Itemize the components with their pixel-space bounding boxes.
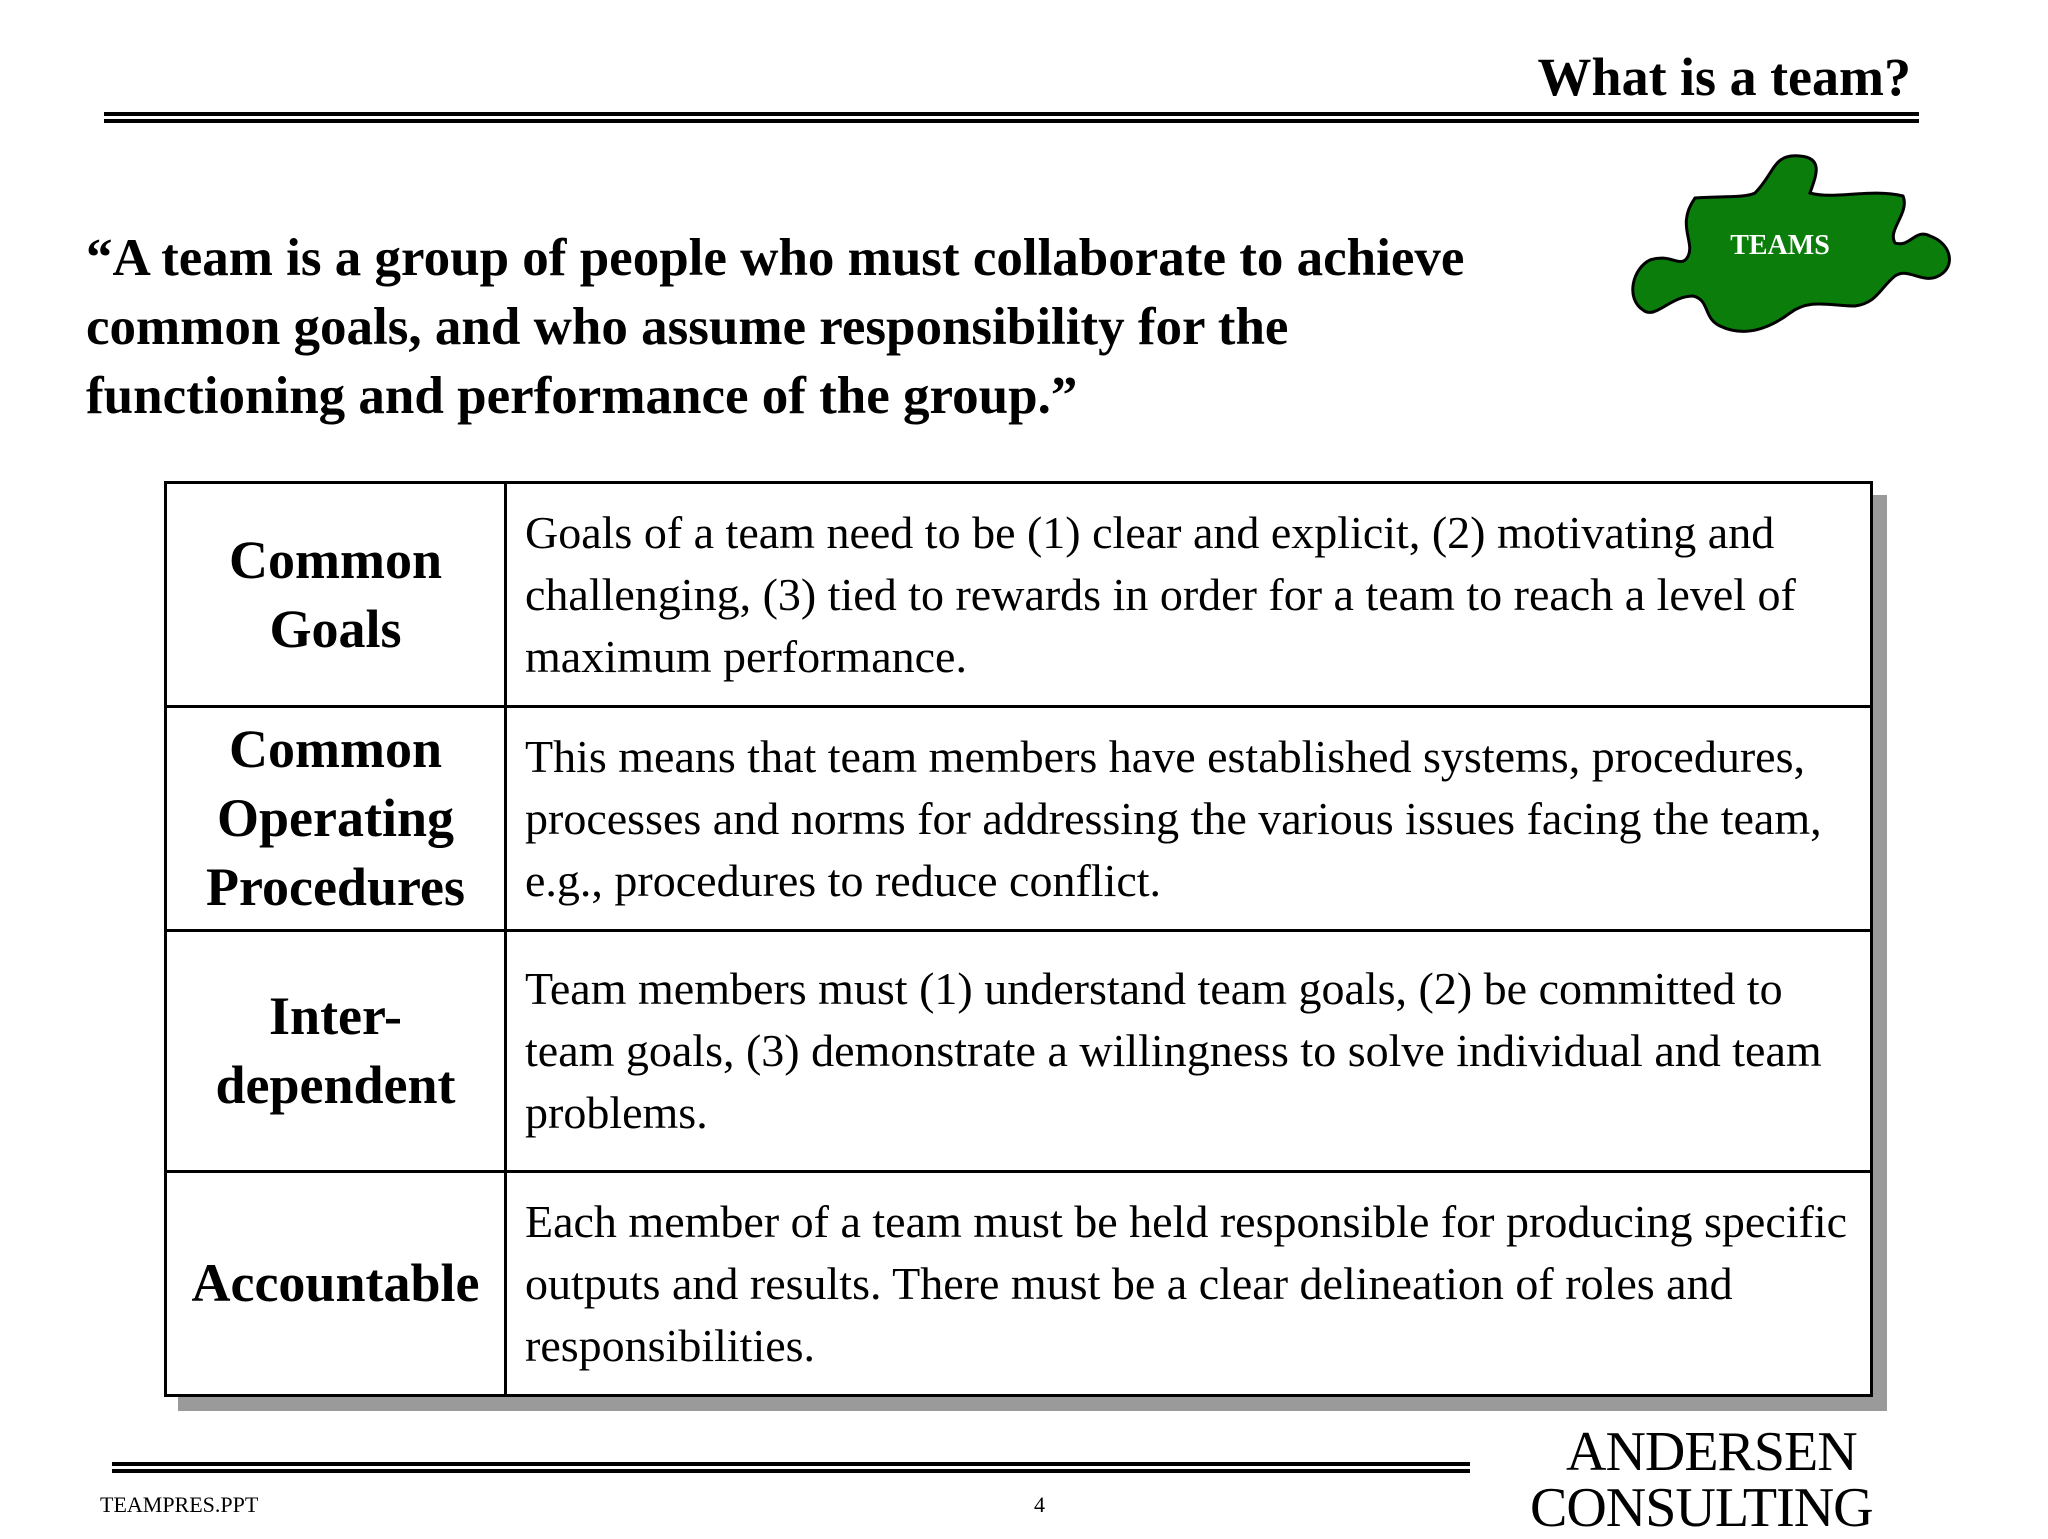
description-common-operating-procedures: This means that team members have established systems, procedures, processes and norms for addressing the various issues facing the team, e.g., procedures to reduce conflict. <box>507 708 1870 932</box>
page-number: 4 <box>1034 1492 1045 1517</box>
term-common-goals: Common Goals <box>167 484 507 708</box>
term-common-operating-procedures: Common Operating Procedures <box>167 708 507 932</box>
description-common-goals: Goals of a team need to be (1) clear and explicit, (2) motivating and challenging, (3) tied to rewards in order for a team to reach a level of maximum performance. <box>507 484 1870 708</box>
logo-line-1: ANDERSEN <box>1566 1421 1857 1483</box>
team-characteristics-table <box>164 481 1873 1397</box>
slide-title: What is a team? <box>1537 47 1911 107</box>
team-definition-quote: “A team is a group of people who must collaborate to achieve common goals, and who assume responsibility for the functioning and performance of the group.” <box>86 229 1465 425</box>
term-interdependent: Inter-dependent <box>167 932 507 1173</box>
andersen-consulting-logo <box>1530 1421 1900 1539</box>
term-accountable: Accountable <box>167 1173 507 1394</box>
footer-filename: TEAMPRES.PPT <box>100 1492 259 1517</box>
puzzle-label: TEAMS <box>1730 230 1830 261</box>
description-accountable: Each member of a team must be held responsible for producing specific outputs and results. There must be a clear delineation of roles and responsibilities. <box>525 1195 1848 1371</box>
description-interdependent: Team members must (1) understand team goals, (2) be committed to team goals, (3) demonstrate a willingness to solve individual and team problems. <box>507 932 1870 1173</box>
logo-line-2: CONSULTING <box>1530 1477 1873 1539</box>
